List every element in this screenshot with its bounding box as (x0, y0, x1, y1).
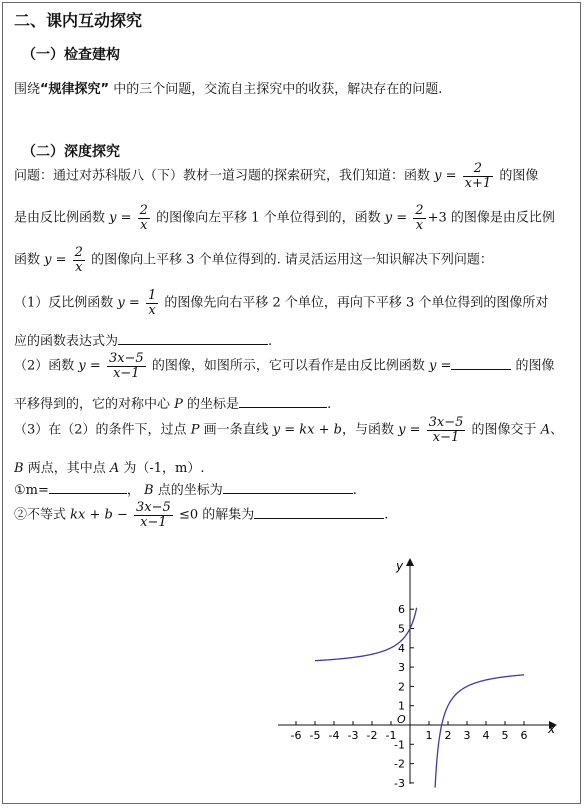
question-2-line-1: （2）函数 y = $\frac{3x-5}{x-1}$ 的图像，如图所示，它可以看作是由反比例函数 y = 的图像 (14, 351, 555, 381)
sub-question-1: ①m= ， B 点的坐标为 . (14, 483, 357, 498)
y-tick-label: 1 (398, 699, 405, 713)
x-tick-label: -3 (347, 729, 359, 742)
y-tick-label: 2 (398, 680, 405, 694)
x-tick-label: -4 (328, 729, 340, 742)
fraction-3x-5-over-x-1: $\frac{3x-5}{x-1}$ (108, 351, 144, 381)
y-axis-label: y (396, 559, 404, 573)
fraction-3x-5-over-x-1: $\frac{3x-5}{x-1}$ (136, 500, 171, 530)
section-title: 二、课内互动探究 (14, 11, 143, 30)
problem-line-2: 是由反比例函数 y = $\frac{2}{x}$ 的图像向左平移 1 个单位得到的，函数 y = $\frac{2}{x}$ +3 的图像是由反比例 (14, 203, 555, 233)
answer-blank[interactable] (239, 395, 327, 408)
answer-blank[interactable] (254, 506, 384, 519)
x-tick-label: -6 (290, 729, 302, 742)
x-tick-label: 1 (425, 729, 433, 742)
part1-text: 围绕“规律探究” 中的三个问题，交流自主探究中的收获，解决存在的问题. (14, 82, 443, 97)
answer-blank[interactable] (49, 481, 127, 494)
fraction-2-over-x: $\frac{2}{x}$ (74, 245, 83, 275)
question-1-line-2: 应的函数表达式为 . (14, 334, 273, 349)
x-axis-label: x (548, 722, 556, 736)
x-tick-label: 3 (463, 729, 471, 742)
x-tick-label: 2 (444, 729, 452, 742)
y-tick-label: -3 (394, 776, 405, 790)
x-tick-label: 6 (520, 729, 528, 742)
problem-line-1: 问题：通过对苏科版八（下）教材一道习题的探索研究，我们知道：函数 y = $\frac{2}{x+1}$ 的图像 (14, 161, 539, 191)
x-tick-label: 4 (482, 729, 490, 742)
y-tick-label: 4 (398, 641, 405, 655)
bold-quote: “规律探究” (40, 82, 110, 97)
x-tick-label: -5 (309, 729, 321, 742)
answer-blank[interactable] (223, 481, 353, 494)
y-tick-label: 3 (398, 661, 405, 675)
y-tick-label: 6 (398, 603, 405, 617)
answer-blank[interactable] (118, 332, 268, 345)
origin-label: O (397, 713, 406, 726)
function-graph (270, 552, 570, 792)
fraction-3x-5-over-x-1: $\frac{3x-5}{x-1}$ (428, 415, 464, 445)
part1-heading: （一）检查建构 (22, 47, 120, 63)
fraction-2-over-x-plus-1: $\frac{2}{x+1}$ (464, 161, 492, 191)
fraction-1-over-x: $\frac{1}{x}$ (147, 288, 157, 318)
sub-question-2: ②不等式 kx + b − $\frac{3x-5}{x-1}$ ≤0 的解集为 . (14, 500, 389, 530)
question-3-line-1: （3）在（2）的条件下，过点 P 画一条直线 y = kx + b，与函数 y = $\frac{3x-5}{x-1}$ 的图像交于 A、 (14, 415, 564, 445)
fraction-2-over-x: $\frac{2}{x}$ (415, 203, 424, 233)
question-3-line-2: B 两点，其中点 A 为（-1，m）. (14, 461, 205, 476)
y-tick-label: 5 (398, 622, 405, 636)
x-tick-label: -2 (366, 729, 378, 742)
x-tick-label: -1 (385, 729, 397, 742)
question-2-line-2: 平移得到的，它的对称中心 P 的坐标是 . (14, 397, 332, 412)
fraction-2-over-x: $\frac{2}{x}$ (139, 203, 148, 233)
part2-heading: （二）深度探究 (22, 144, 120, 160)
y-tick-label: -1 (394, 738, 405, 752)
answer-blank[interactable] (451, 357, 511, 370)
problem-line-3: 函数 y = $\frac{2}{x}$ 的图像向上平移 3 个单位得到的. 请灵活运用这一知识解决下列问题： (14, 245, 493, 275)
x-tick-label: 5 (501, 729, 509, 742)
y-tick-label: -2 (394, 757, 405, 771)
question-1-line-1: （1）反比例函数 y = $\frac{1}{x}$ 的图像先向右平移 2 个单位，再向下平移 3 个单位得到的图像所对 (14, 288, 549, 318)
